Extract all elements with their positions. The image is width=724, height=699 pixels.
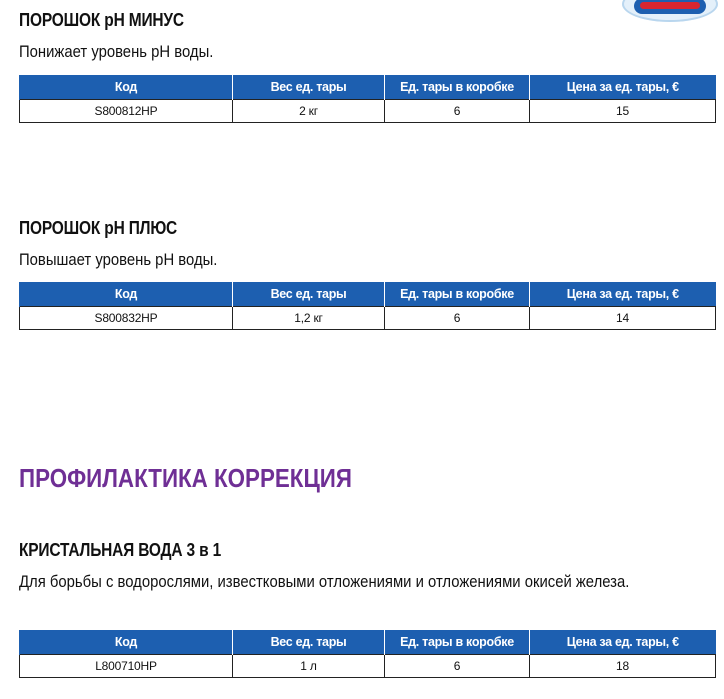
cell-price: 18 [530,655,716,678]
product-title: ПОРОШОК pH ПЛЮС [19,218,177,238]
section-title: ПРОФИЛАКТИКА КОРРЕКЦИЯ [19,463,352,493]
header-weight: Вес ед. тары [233,282,385,307]
table-row [20,307,716,330]
cell-code: L800710HP [20,655,233,678]
cell-price: 15 [530,100,716,123]
cell-code: S800812HP [20,100,233,123]
table-header-row [20,75,716,100]
product-plus [19,218,724,272]
product-description: Повышает уровень pH воды. [19,251,218,269]
cell-weight: 2 кг [233,100,385,123]
header-code: Код [20,630,233,655]
header-weight: Вес ед. тары [233,75,385,100]
cell-per-box: 6 [385,655,530,678]
header-price: Цена за ед. тары, € [530,75,716,100]
table-header-row [20,282,716,307]
header-weight: Вес ед. тары [233,630,385,655]
product-table [19,630,716,678]
header-price: Цена за ед. тары, € [530,282,716,307]
product-crystal-water [19,540,724,594]
table-row [20,655,716,678]
cell-weight: 1,2 кг [233,307,385,330]
header-code: Код [20,282,233,307]
table-row [20,100,716,123]
product-table [19,282,716,330]
product-minus [19,10,724,64]
cell-price: 14 [530,307,716,330]
product-title: КРИСТАЛЬНАЯ ВОДА 3 в 1 [19,540,222,560]
product-description: Для борьбы с водорослями, известковыми отложениями и отложениями окисей железа. [19,573,630,591]
product-title: ПОРОШОК pH МИНУС [19,10,184,30]
product-table [19,75,716,123]
header-per-box: Ед. тары в коробке [385,630,530,655]
cell-per-box: 6 [385,100,530,123]
header-per-box: Ед. тары в коробке [385,75,530,100]
cell-weight: 1 л [233,655,385,678]
product-description: Понижает уровень pH воды. [19,43,214,61]
header-code: Код [20,75,233,100]
cell-code: S800832HP [20,307,233,330]
header-per-box: Ед. тары в коробке [385,282,530,307]
header-price: Цена за ед. тары, € [530,630,716,655]
table-header-row [20,630,716,655]
cell-per-box: 6 [385,307,530,330]
